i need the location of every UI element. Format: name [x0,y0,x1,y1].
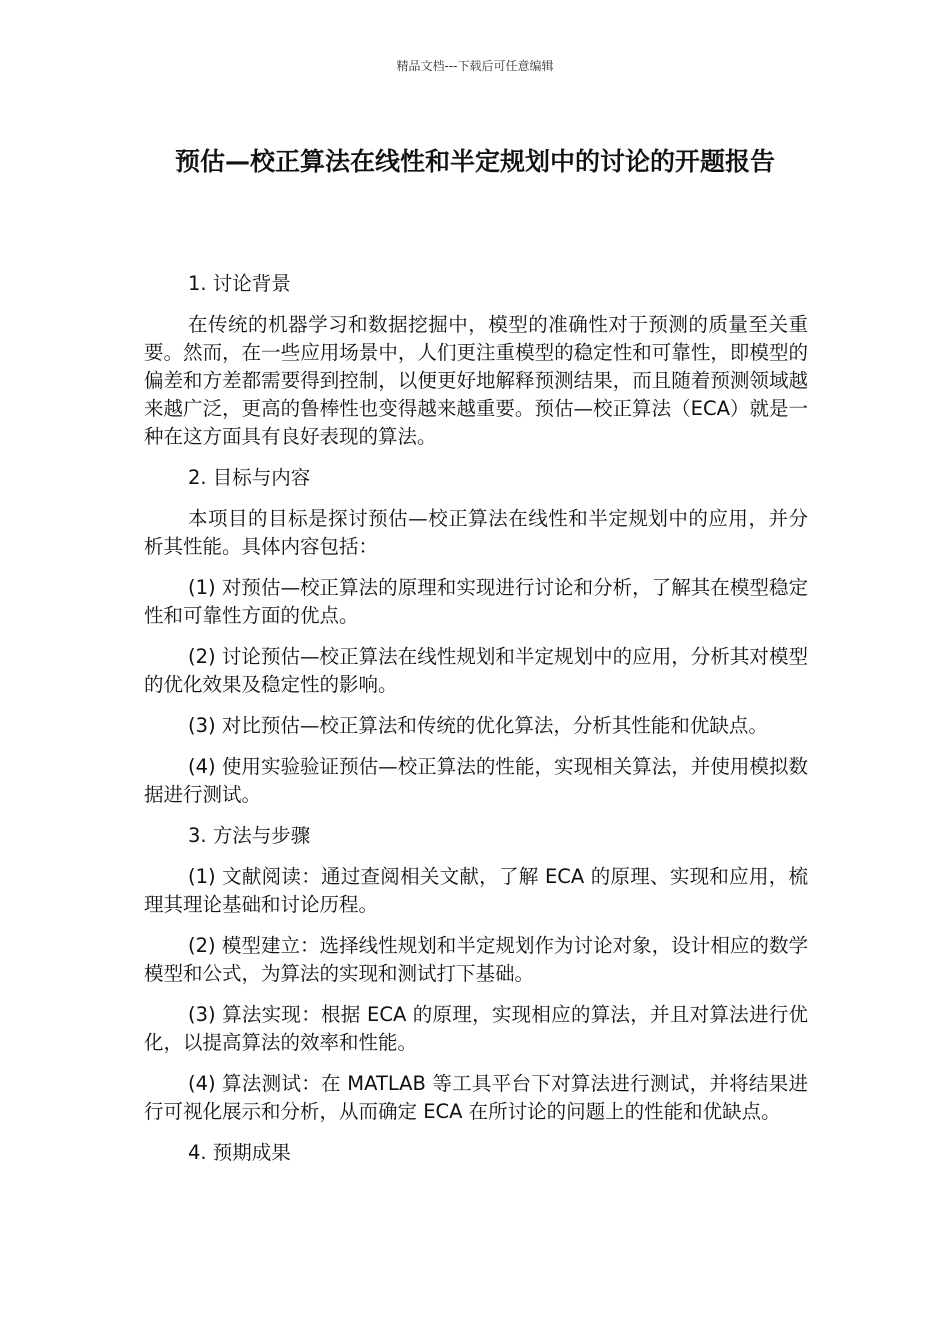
section-heading-outcomes: 4. 预期成果 [188,1141,291,1164]
section-heading-background: 1. 讨论背景 [188,272,291,295]
goals-intro-paragraph: 本项目的目标是探讨预估—校正算法在线性和半定规划中的应用，并分析其性能。具体内容包括： [144,507,808,558]
goals-item: (4) 使用实验验证预估—校正算法的性能，实现相关算法，并使用模拟数据进行测试。 [144,755,808,806]
section-heading-goals: 2. 目标与内容 [188,466,311,489]
goals-item: (3) 对比预估—校正算法和传统的优化算法，分析其性能和优缺点。 [188,714,768,737]
goals-item: (1) 对预估—校正算法的原理和实现进行讨论和分析，了解其在模型稳定性和可靠性方面的优点。 [144,576,808,627]
page-header: 精品文档---下载后可任意编辑 [396,59,554,73]
document-title: 预估—校正算法在线性和半定规划中的讨论的开题报告 [174,147,775,176]
methods-item: (4) 算法测试：在 MATLAB 等工具平台下对算法进行测试，并将结果进行可视化展示和分析，从而确定 ECA 在所讨论的问题上的性能和优缺点。 [144,1072,808,1123]
goals-item: (2) 讨论预估—校正算法在线性规划和半定规划中的应用，分析其对模型的优化效果及稳定性的影响。 [144,645,808,696]
methods-item: (3) 算法实现：根据 ECA 的原理，实现相应的算法，并且对算法进行优化，以提高算法的效率和性能。 [144,1003,808,1054]
methods-item: (1) 文献阅读：通过查阅相关文献，了解 ECA 的原理、实现和应用，梳理其理论基础和讨论历程。 [144,865,808,916]
section-heading-methods: 3. 方法与步骤 [188,824,311,847]
methods-item: (2) 模型建立：选择线性规划和半定规划作为讨论对象，设计相应的数学模型和公式，为算法的实现和测试打下基础。 [144,934,808,985]
background-paragraph: 在传统的机器学习和数据挖掘中，模型的准确性对于预测的质量至关重要。然而，在一些应用场景中，人们更注重模型的稳定性和可靠性，即模型的偏差和方差都需要得到控制，以便更好地解释预测结果，而且随着预测领域越来越广泛，更高的鲁棒性也变得越来越重要。预估—校正算法（ECA）就是一种在这方面具有良好表现的算法。 [144,313,808,448]
document-body [144,270,808,1180]
